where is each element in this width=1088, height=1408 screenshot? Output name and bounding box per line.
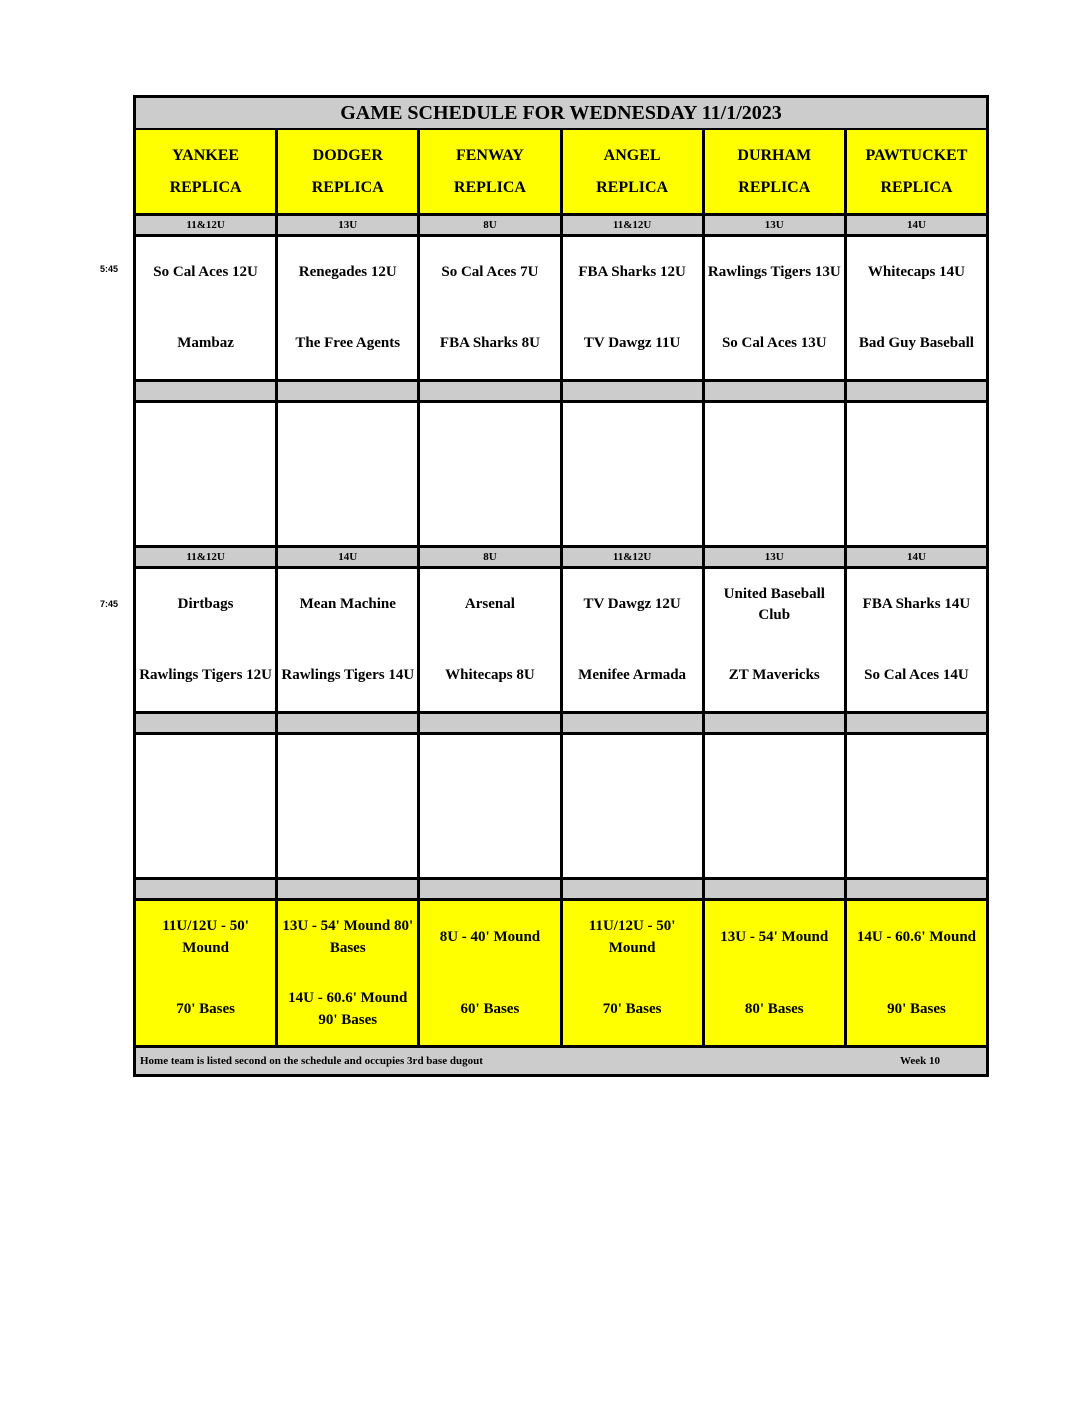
- empty-cell: [563, 735, 702, 877]
- field-header-durham: [705, 130, 844, 213]
- field-header-pawtucket: [847, 130, 986, 213]
- away-team: So Cal Aces 7U: [441, 264, 539, 280]
- away-team: FBA Sharks 14U: [862, 596, 971, 612]
- away-team: TV Dawgz 12U: [583, 596, 681, 612]
- dimensions-cell: [563, 901, 702, 1045]
- home-team: Menifee Armada: [578, 667, 687, 683]
- field-name: DURHAM: [737, 146, 812, 164]
- footer-note: Home team is listed second on the schedule and occupies 3rd base dugout: [140, 1055, 483, 1067]
- age-division: 11&12U: [136, 216, 275, 234]
- game-cell: [420, 569, 559, 711]
- age-row-slot-1: [136, 216, 986, 234]
- age-division: 14U: [847, 548, 986, 566]
- spacer-row: [136, 714, 986, 732]
- away-team: FBA Sharks 12U: [578, 264, 686, 280]
- empty-cell: [847, 403, 986, 545]
- spacer-cell: [563, 382, 702, 400]
- age-division: 11&12U: [563, 216, 702, 234]
- game-cell: [563, 237, 702, 379]
- home-team: Mambaz: [177, 335, 234, 351]
- away-team: Arsenal: [464, 596, 515, 612]
- game-cell: [847, 569, 986, 711]
- time-label-slot-2: 7:45: [100, 599, 119, 609]
- game-cell: [563, 569, 702, 711]
- base-distance: 60' Bases: [460, 1001, 520, 1017]
- empty-cell: [420, 735, 559, 877]
- mound-distance: 11U/12U - 50' Mound: [162, 918, 249, 956]
- game-row-slot-2: [136, 569, 986, 711]
- empty-cell: [847, 735, 986, 877]
- time-label-slot-1: 5:45: [100, 264, 119, 274]
- spacer-cell: [705, 880, 844, 898]
- game-cell: [278, 237, 417, 379]
- away-team: Rawlings Tigers 13U: [707, 264, 841, 280]
- page-title: GAME SCHEDULE FOR WEDNESDAY 11/1/2023: [136, 98, 986, 130]
- spacer-cell: [278, 382, 417, 400]
- home-team: Rawlings Tigers 12U: [139, 667, 272, 683]
- spacer-cell: [420, 714, 559, 732]
- age-division: 11&12U: [563, 548, 702, 566]
- spacer-cell: [847, 714, 986, 732]
- game-row-slot-1: [136, 237, 986, 379]
- field-type: REPLICA: [738, 178, 811, 196]
- field-name: ANGEL: [603, 146, 661, 164]
- spacer-cell: [136, 382, 275, 400]
- game-cell: [847, 237, 986, 379]
- away-team: Renegades 12U: [298, 264, 397, 280]
- field-type: REPLICA: [311, 178, 384, 196]
- age-division: 11&12U: [136, 548, 275, 566]
- age-division: 8U: [420, 548, 559, 566]
- mound-distance: 8U - 40' Mound: [439, 929, 541, 945]
- empty-cell: [705, 735, 844, 877]
- empty-cell: [278, 403, 417, 545]
- base-distance: 90' Bases: [887, 1001, 946, 1017]
- spacer-cell: [705, 382, 844, 400]
- spacer-cell: [278, 714, 417, 732]
- field-name: DODGER: [312, 146, 383, 164]
- away-team: Whitecaps 14U: [867, 264, 965, 280]
- empty-cell: [136, 403, 275, 545]
- mound-distance: 13U - 54' Mound: [720, 929, 829, 945]
- field-dimensions-row: [136, 901, 986, 1045]
- dimensions-cell: [136, 901, 275, 1045]
- game-cell: [136, 237, 275, 379]
- dimensions-cell: [705, 901, 844, 1045]
- spacer-row: [136, 382, 986, 400]
- home-team: Whitecaps 8U: [445, 667, 535, 683]
- spacer-cell: [563, 880, 702, 898]
- spacer-cell: [847, 382, 986, 400]
- empty-cell: [420, 403, 559, 545]
- home-team: TV Dawgz 11U: [583, 335, 681, 351]
- empty-cell: [705, 403, 844, 545]
- spacer-cell: [563, 714, 702, 732]
- game-cell: [278, 569, 417, 711]
- away-team: Mean Machine: [299, 596, 396, 612]
- empty-cell: [278, 735, 417, 877]
- spacer-cell: [420, 382, 559, 400]
- dimensions-cell: [847, 901, 986, 1045]
- empty-slot-row: [136, 403, 986, 545]
- home-team: The Free Agents: [295, 335, 401, 351]
- field-header-row: [136, 130, 986, 213]
- empty-slot-row: [136, 735, 986, 877]
- empty-cell: [563, 403, 702, 545]
- field-name: FENWAY: [455, 146, 524, 164]
- dimensions-cell: [420, 901, 559, 1045]
- spacer-row: [136, 880, 986, 898]
- game-cell: [705, 569, 844, 711]
- mound-distance: 14U - 60.6' Mound: [856, 929, 977, 945]
- field-header-dodger: [278, 130, 417, 213]
- home-team: ZT Mavericks: [728, 667, 820, 683]
- game-cell: [420, 237, 559, 379]
- away-team: Dirtbags: [177, 596, 234, 612]
- mound-distance: 13U - 54' Mound 80' Bases: [282, 918, 414, 956]
- age-division: 13U: [705, 548, 844, 566]
- schedule-table: [133, 95, 989, 1077]
- home-team: Bad Guy Baseball: [858, 335, 974, 351]
- game-cell: [136, 569, 275, 711]
- game-cell: [705, 237, 844, 379]
- age-division: 8U: [420, 216, 559, 234]
- field-name: YANKEE: [172, 146, 240, 164]
- away-team: United Baseball Club: [723, 585, 825, 623]
- field-header-yankee: [136, 130, 275, 213]
- dimensions-cell: [278, 901, 417, 1045]
- age-row-slot-2: [136, 548, 986, 566]
- spacer-cell: [420, 880, 559, 898]
- age-division: 14U: [278, 548, 417, 566]
- field-type: REPLICA: [169, 178, 242, 196]
- base-distance: 70' Bases: [602, 1001, 662, 1017]
- spacer-cell: [136, 880, 275, 898]
- home-team: Rawlings Tigers 14U: [281, 667, 415, 683]
- home-team: So Cal Aces 13U: [721, 335, 827, 351]
- mound-distance: 11U/12U - 50' Mound: [588, 918, 676, 956]
- spacer-cell: [136, 714, 275, 732]
- empty-cell: [136, 735, 275, 877]
- home-team: So Cal Aces 14U: [864, 667, 969, 683]
- footer-bar: [136, 1048, 986, 1074]
- age-division: 14U: [847, 216, 986, 234]
- field-header-fenway: [420, 130, 559, 213]
- base-distance: 80' Bases: [744, 1001, 804, 1017]
- base-distance: 14U - 60.6' Mound 90' Bases: [288, 990, 408, 1028]
- field-type: REPLICA: [596, 178, 669, 196]
- week-label: Week 10: [899, 1055, 940, 1067]
- away-team: So Cal Aces 12U: [153, 264, 258, 280]
- age-division: 13U: [278, 216, 417, 234]
- spacer-cell: [278, 880, 417, 898]
- age-division: 13U: [705, 216, 844, 234]
- field-header-angel: [563, 130, 702, 213]
- field-type: REPLICA: [453, 178, 526, 196]
- base-distance: 70' Bases: [176, 1001, 235, 1017]
- spacer-cell: [705, 714, 844, 732]
- spacer-cell: [847, 880, 986, 898]
- home-team: FBA Sharks 8U: [439, 335, 540, 351]
- field-name: PAWTUCKET: [865, 146, 968, 164]
- field-type: REPLICA: [880, 178, 953, 196]
